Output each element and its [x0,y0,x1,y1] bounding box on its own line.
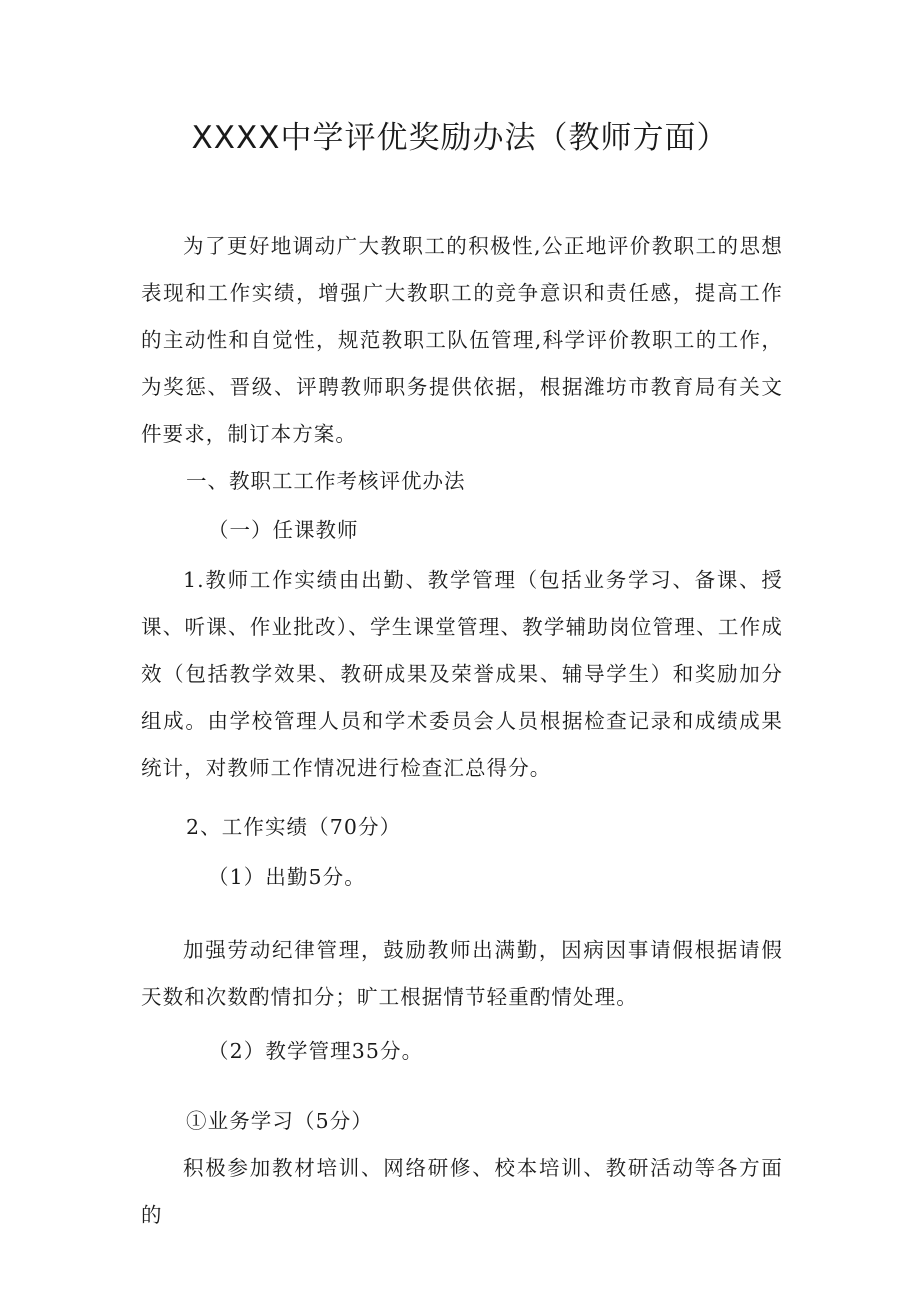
attendance-paragraph: 加强劳动纪律管理，鼓励教师出满勤，因病因事请假根据请假天数和次数酌情扣分；旷工根据情节轻重酌情处理。 [141,938,783,1009]
document-title: XXXX中学评优奖励办法（教师方面） [191,120,729,156]
item-1-paragraph: 1.教师工作实绩由出勤、教学管理（包括业务学习、备课、授课、听课、作业批改）、学生课堂管理、教学辅助岗位管理、工作成效（包括教学效果、教研成果及荣誉成果、辅导学生）和奖励加分组成。由学校管理人员和学术委员会人员根据检查记录和成绩成果统计，对教师工作情况进行检查汇总得分。 [141,568,783,780]
item-2-2-line: （2）教学管理35分。 [208,1039,424,1063]
item-2-2-1-line: ①业务学习（5分） [186,1109,373,1133]
item-2-1-line: （1）出勤5分。 [208,865,366,889]
section-heading: 一、教职工工作考核评优办法 [186,469,466,493]
study-paragraph: 积极参加教材培训、网络研修、校本培训、教研活动等各方面的 [141,1156,783,1227]
intro-paragraph: 为了更好地调动广大教职工的积极性,公正地评价教职工的思想表现和工作实绩，增强广大教职工的竞争意识和责任感，提高工作的主动性和自觉性，规范教职工队伍管理,科学评价教职工的工作，为奖惩、晋级、评聘教师职务提供依据，根据潍坊市教育局有关文件要求，制订本方案。 [141,234,783,446]
item-2-line: 2、工作实绩（70分） [186,815,402,839]
subsection-heading: （一）任课教师 [208,518,359,542]
